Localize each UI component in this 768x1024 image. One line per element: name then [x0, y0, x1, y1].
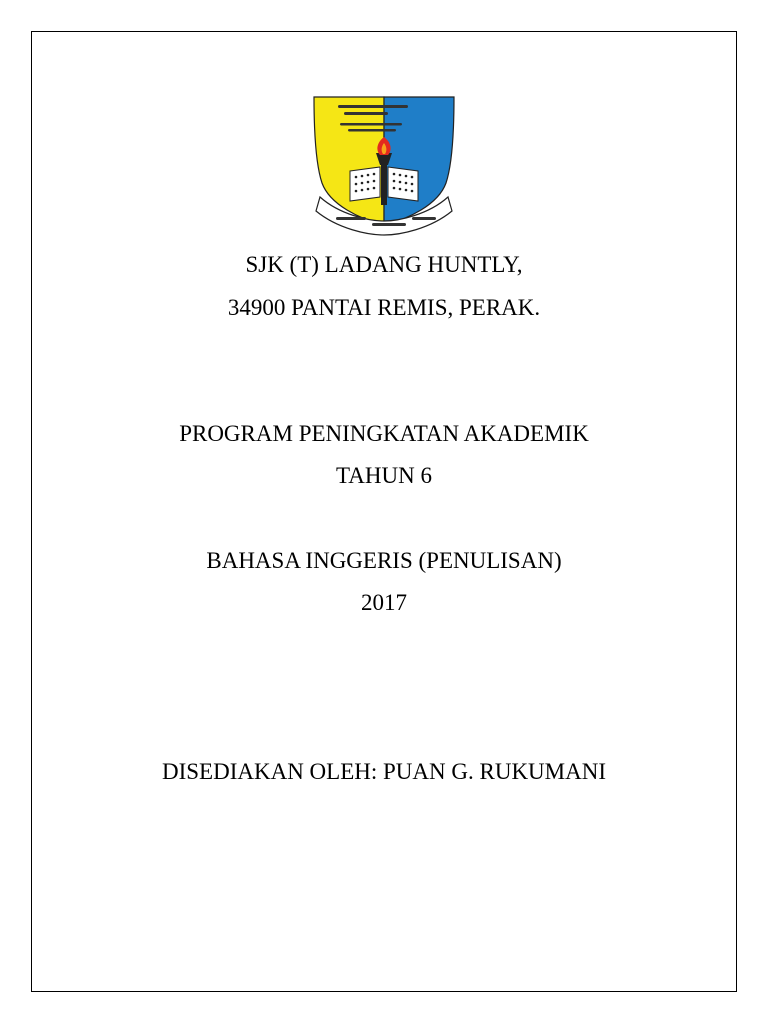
year-level: TAHUN 6: [336, 463, 432, 488]
school-address: 34900 PANTAI REMIS, PERAK.: [227, 295, 541, 320]
school-crest-logo: [310, 93, 458, 241]
program-title: PROGRAM PENINGKATAN AKADEMIK: [179, 421, 589, 446]
prepared-by: DISEDIAKAN OLEH: PUAN G. RUKUMANI: [161, 759, 606, 784]
subject-name: BAHASA INGGERIS (PENULISAN): [206, 548, 562, 573]
subject-year: 2017: [361, 590, 407, 615]
school-name: SJK (T) LADANG HUNTLY,: [245, 252, 523, 277]
